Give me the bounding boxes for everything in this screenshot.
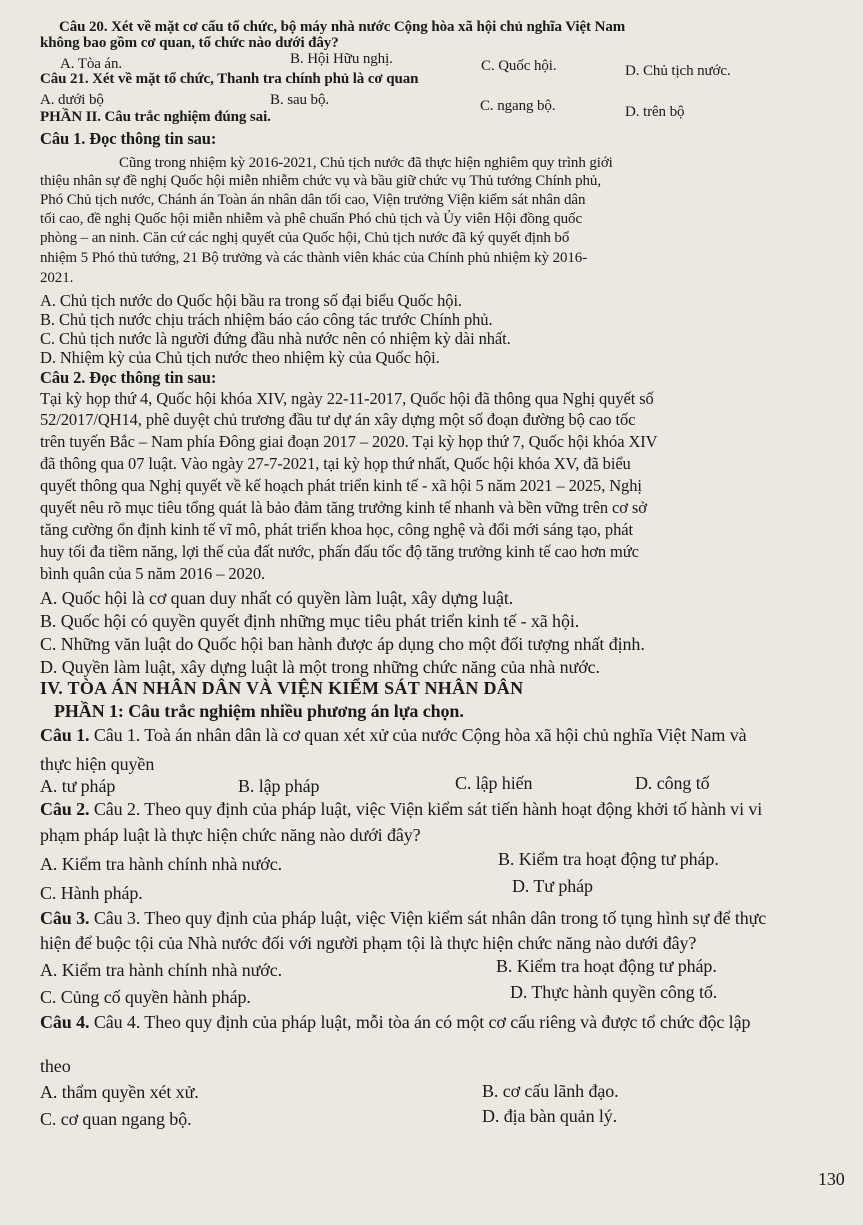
mc-question-3-stem-cont: hiện để buộc tội của Nhà nước đối với người phạm tội là thực hiện chức năng nào dưới đây? [40,933,697,953]
question-20-option-c: C. Quốc hội. [481,58,557,74]
passage-2-line: trên tuyến Bắc – Nam phía Đông giai đoạn 2017 – 2020. Tại kỳ họp thứ 7, Quốc hội khóa XIV [40,432,658,451]
statement-d: D. Quyền làm luật, xây dựng luật là một trong những chức năng của nhà nước. [40,657,600,677]
question-21-option-d: D. trên bộ [625,104,685,120]
mc-question-2-option-d: D. Tư pháp [512,876,593,896]
mc-question-2-option-b: B. Kiểm tra hoạt động tư pháp. [498,849,719,869]
mc-question-4-option-b: B. cơ cấu lãnh đạo. [482,1081,619,1101]
passage-1-line: Cũng trong nhiệm kỳ 2016-2021, Chủ tịch nước đã thực hiện nghiêm quy trình giới [119,155,613,171]
passage-2-line: 52/2017/QH14, phê duyệt chủ trương đầu tư dự án xây dựng một số đoạn đường bộ cao tốc [40,410,636,429]
true-false-question-2-heading: Câu 2. Đọc thông tin sau: [40,368,217,387]
mc-question-1-option-b: B. lập pháp [238,776,320,796]
passage-1-line: nhiệm 5 Phó thủ tướng, 21 Bộ trưởng và các thành viên khác của Chính phủ nhiệm kỳ 2016- [40,250,588,266]
passage-2-line: đã thông qua 07 luật. Vào ngày 27-7-2021, tại kỳ họp thứ nhất, Quốc hội khóa XV, đã biểu [40,454,631,473]
mc-question-4-option-d: D. địa bàn quản lý. [482,1106,618,1126]
mc-question-2-option-a: A. Kiểm tra hành chính nhà nước. [40,854,283,874]
mc-question-4-stem-cont: theo [40,1056,71,1076]
mc-question-1-stem-cont: thực hiện quyền [40,754,155,774]
question-21-option-b: B. sau bộ. [270,92,330,108]
passage-2-line: Tại kỳ họp thứ 4, Quốc hội khóa XIV, ngày 22-11-2017, Quốc hội đã thông qua Nghị quyết số [40,389,654,408]
passage-2-line: tăng cường ổn định kinh tế vĩ mô, phát triển khoa học, công nghệ và đổi mới sáng tạo, phát [40,520,633,539]
mc-question-4-stem: Câu 4. Câu 4. Theo quy định của pháp luật, mỗi tòa án có một cơ cấu riêng và được tổ chức độc lập [40,1012,751,1032]
question-21-option-a: A. dưới bộ [40,92,104,108]
passage-1-line: phòng – an ninh. Căn cứ các nghị quyết của Quốc hội, Chủ tịch nước đã ký quyết định bổ [40,230,570,246]
passage-2-line: quyết nêu rõ mục tiêu tổng quát là bảo đảm tăng trưởng kinh tế nhanh và bền vững trên cơ sở [40,498,647,517]
question-21-stem: Câu 21. Xét về mặt tổ chức, Thanh tra chính phủ là cơ quan [40,71,419,87]
statement-a: A. Chủ tịch nước do Quốc hội bầu ra trong số đại biểu Quốc hội. [40,291,462,310]
statement-d: D. Nhiệm kỳ của Chủ tịch nước theo nhiệm kỳ của Quốc hội. [40,348,440,367]
mc-question-2-stem: Câu 2. Câu 2. Theo quy định của pháp luật, việc Viện kiểm sát tiến hành hoạt động khởi tố hành vi vi [40,799,763,819]
question-20-stem-line1: Câu 20. Xét về mặt cơ cấu tổ chức, bộ máy nhà nước Cộng hòa xã hội chủ nghĩa Việt Nam [59,19,626,35]
passage-2-line: huy tối đa tiềm năng, lợi thế của đất nước, phấn đấu tốc độ tăng trưởng kinh tế cao hơn mức [40,542,639,561]
section-part-2-heading: PHẦN II. Câu trắc nghiệm đúng sai. [40,109,271,125]
mc-question-3-option-d: D. Thực hành quyền công tố. [510,982,718,1002]
question-20-option-b: B. Hội Hữu nghị. [290,51,393,67]
chapter-heading: IV. TÒA ÁN NHÂN DÂN VÀ VIỆN KIỂM SÁT NHÂN DÂN [40,678,524,698]
mc-question-3-option-a: A. Kiểm tra hành chính nhà nước. [40,960,283,980]
statement-c: C. Những văn luật do Quốc hội ban hành được áp dụng cho một đối tượng nhất định. [40,634,645,654]
passage-1-line: 2021. [40,270,74,286]
mc-question-2-stem-cont: phạm pháp luật là thực hiện chức năng nào dưới đây? [40,825,421,845]
mc-question-1-option-c: C. lập hiến [455,773,533,793]
question-20-option-d: D. Chủ tịch nước. [625,63,731,79]
page-number: 130 [818,1169,845,1189]
passage-2-line: bình quân của 5 năm 2016 – 2020. [40,564,266,583]
passage-1-line: tối cao, đề nghị Quốc hội miễn nhiễm và phê chuẩn Phó chủ tịch và Ủy viên Hội đồng quốc [40,211,583,227]
statement-b: B. Quốc hội có quyền quyết định những mục tiêu phát triển kinh tế - xã hội. [40,611,580,631]
mc-question-3-option-c: C. Củng cố quyền hành pháp. [40,987,251,1007]
mc-question-4-option-c: C. cơ quan ngang bộ. [40,1109,192,1129]
mc-question-1-stem: Câu 1. Câu 1. Toà án nhân dân là cơ quan xét xử của nước Cộng hòa xã hội chủ nghĩa Việt Nam và [40,725,747,745]
statement-b: B. Chủ tịch nước chịu trách nhiệm báo cáo công tác trước Chính phủ. [40,310,493,329]
question-21-option-c: C. ngang bộ. [480,98,556,114]
passage-1-line: Phó Chủ tịch nước, Chánh án Toàn án nhân dân tối cao, Viện trưởng Viện kiểm sát nhân dân [40,192,586,208]
statement-a: A. Quốc hội là cơ quan duy nhất có quyền làm luật, xây dựng luật. [40,588,514,608]
passage-1-line: thiệu nhân sự đề nghị Quốc hội miễn nhiễm chức vụ và bầu giữ chức vụ Thủ tướng Chính phủ, [40,173,601,189]
passage-2-line: quyết thông qua Nghị quyết về kế hoạch phát triển kinh tế - xã hội 5 năm 2021 – 2025, Nghị [40,476,642,495]
statement-c: C. Chủ tịch nước là người đứng đầu nhà nước nên có nhiệm kỳ dài nhất. [40,329,511,348]
mc-question-1-option-a: A. tư pháp [40,776,116,796]
mc-question-3-option-b: B. Kiểm tra hoạt động tư pháp. [496,956,717,976]
mc-question-2-option-c: C. Hành pháp. [40,883,143,903]
question-20-option-a: A. Tòa án. [60,56,123,72]
mc-question-4-option-a: A. thẩm quyền xét xử. [40,1082,199,1102]
section-part-1-heading: PHẦN 1: Câu trắc nghiệm nhiều phương án lựa chọn. [54,701,464,721]
mc-question-3-stem: Câu 3. Câu 3. Theo quy định của pháp luật, việc Viện kiểm sát nhân dân trong tố tụng hình sự để thực [40,908,767,928]
true-false-question-1-heading: Câu 1. Đọc thông tin sau: [40,129,217,148]
mc-question-1-option-d: D. công tố [635,773,710,793]
question-20-stem-line2: không bao gồm cơ quan, tổ chức nào dưới đây? [40,35,339,51]
